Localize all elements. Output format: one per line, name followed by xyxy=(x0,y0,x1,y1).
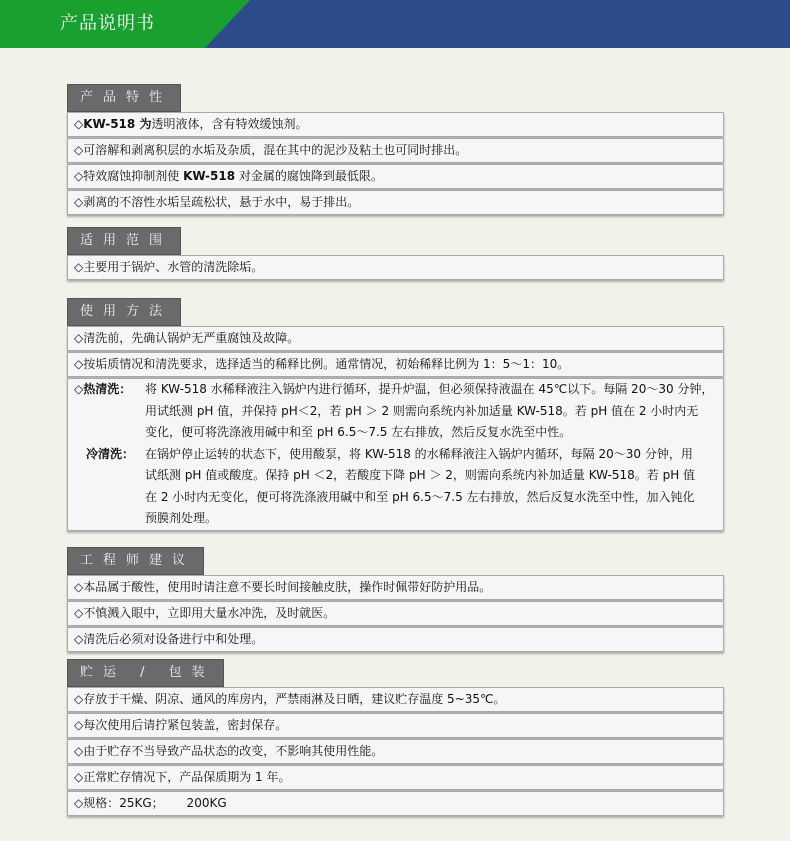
list-item: ◇存放于干燥、阴凉、通风的库房内，严禁雨淋及日晒，建议贮存温度 5~35℃。 xyxy=(67,687,724,712)
section-scope xyxy=(67,227,724,281)
hot-cleaning: ◇热清洗： 将 KW-518 水稀释液注入锅炉内进行循环，提升炉温，但必须保持液温在 45℃以下。每隔 20～30 分钟， 用试纸测 pH 值，并保持 pH＜2，若 pH ＞ 2 则需向系统内补加适量 KW-518。若 pH 值在 2 小时内无 变化，便可将洗涤液用碱中和至 pH 6.5～7.5 左右排放，然后反复水洗至中性。 xyxy=(74,382,714,439)
list-item: ◇剥离的不溶性水垢呈疏松状，悬于水中，易于排出。 xyxy=(67,190,724,215)
list-item: ◇本品属于酸性，使用时请注意不要长时间接触皮肤，操作时佩带好防护用品。 xyxy=(67,575,724,600)
list-item: ◇按垢质情况和清洗要求，选择适当的稀释比例。通常情况，初始稀释比例为 1：5～1：10。 xyxy=(67,352,724,377)
hot-cleaning-label: 热清洗： xyxy=(83,382,132,396)
list-item: ◇主要用于锅炉、水管的清洗除垢。 xyxy=(67,255,724,280)
list-item: ◇正常贮存情况下，产品保质期为 1 年。 xyxy=(67,765,724,790)
section-title-storage: 贮运 / 包装 xyxy=(67,659,224,687)
list-item: ◇不慎溅入眼中，立即用大量水冲洗，及时就医。 xyxy=(67,601,724,626)
list-item: ◇清洗前，先确认锅炉无严重腐蚀及故障。 xyxy=(67,326,724,351)
section-advice xyxy=(67,547,724,653)
list-item: ◇清洗后必须对设备进行中和处理。 xyxy=(67,627,724,652)
list-item: ◇由于贮存不当导致产品状态的改变，不影响其使用性能。 xyxy=(67,739,724,764)
cold-cleaning: 冷清洗： 在锅炉停止运转的状态下，使用酸泵，将 KW-518 的水稀释液注入锅炉内循环，每隔 20～30 分钟，用 试纸测 pH 值或酸度。保持 pH ＜2，若酸度下降 pH ＞ 2，则需向系统内补加适量 KW-518。若 pH 值 在 2 小时内无变化，便可将洗涤液用碱中和至 pH 6.5～7.5 左右排放，然后反复水洗至中性，加入钝化 预膜剂处理。 xyxy=(68,444,723,530)
section-storage xyxy=(67,659,724,817)
section-title-usage: 使用方法 xyxy=(67,298,181,326)
cleaning-methods xyxy=(67,378,724,531)
section-title-advice: 工程师建议 xyxy=(67,547,204,575)
cold-cleaning-label: 冷清洗： xyxy=(86,446,135,461)
header-bar xyxy=(0,0,790,48)
section-title-scope: 适用范围 xyxy=(67,227,181,255)
section-features xyxy=(67,84,724,216)
list-item: ◇规格：25KG； 200KG xyxy=(67,791,724,816)
list-item: ◇可溶解和剥离积层的水垢及杂质，混在其中的泥沙及粘土也可同时排出。 xyxy=(67,138,724,163)
list-item: ◇特效腐蚀抑制剂使 KW-518 对金属的腐蚀降到最低限。 xyxy=(67,164,724,189)
section-title-features: 产品特性 xyxy=(67,84,181,112)
list-item: ◇每次使用后请拧紧包装盖，密封保存。 xyxy=(67,713,724,738)
list-item: ◇KW-518 为透明液体，含有特效缓蚀剂。 xyxy=(67,112,724,137)
page-title: 产品说明书 xyxy=(60,13,155,34)
section-usage xyxy=(67,298,724,532)
